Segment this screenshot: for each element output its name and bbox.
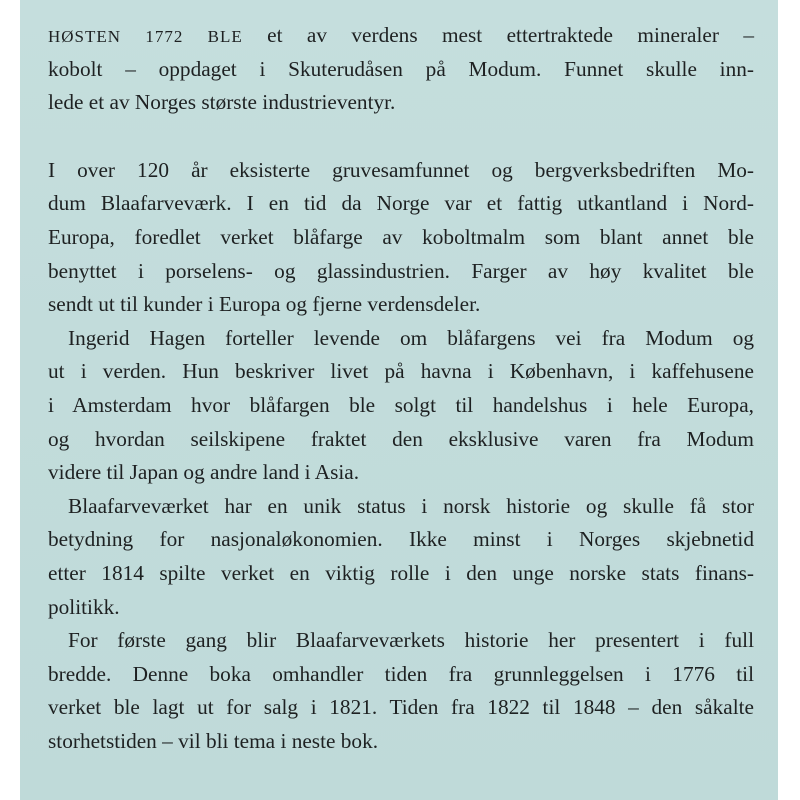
line-text: dum Blaafarveværk. I en tid da Norge var et fattig utkantland i Nord- (48, 191, 754, 216)
line-text: storhetstiden – vil bli tema i neste bok. (48, 728, 379, 753)
text-line (48, 389, 754, 423)
paragraph (48, 490, 754, 624)
line-text: Blaafarveværket har en unik status i norsk historie og skulle få stor (68, 493, 754, 518)
line-text: politikk. (48, 594, 120, 619)
paragraph (48, 19, 754, 120)
text-line (48, 456, 754, 490)
text-line (48, 624, 754, 658)
paragraph (48, 154, 754, 322)
line-text: betydning for nasjonaløkonomien. Ikke minst i Norges skjebnetid (48, 527, 754, 552)
text-line (48, 591, 754, 625)
line-text: etter 1814 spilte verket en viktig rolle i den unge norske stats finans- (48, 560, 754, 585)
text-line (48, 523, 754, 557)
line-text: i Amsterdam hvor blåfargen ble solgt til handelshus i hele Europa, (48, 392, 754, 417)
text-line (48, 187, 754, 221)
text-line (48, 322, 754, 356)
line-text: og hvordan seilskipene fraktet den eksklusive varen fra Modum (48, 426, 754, 451)
line-text: verket ble lagt ut for salg i 1821. Tiden fra 1822 til 1848 – den såkalte (48, 695, 754, 720)
text-line (48, 423, 754, 457)
text-line (48, 221, 754, 255)
line-text: sendt ut til kunder i Europa og fjerne verdensdeler. (48, 292, 481, 317)
text-line (48, 658, 754, 692)
text-line (48, 355, 754, 389)
text-line (48, 288, 754, 322)
line-text: benyttet i porselens- og glassindustrien. Farger av høy kvalitet ble (48, 258, 754, 283)
line-text: Europa, foredlet verket blåfarge av koboltmalm som blant annet ble (48, 224, 754, 249)
line-text: I over 120 år eksisterte gruvesamfunnet og bergverksbedriften Mo- (48, 157, 754, 182)
text-line (48, 725, 754, 759)
text-line (48, 86, 754, 120)
blurb-text (48, 19, 754, 758)
line-text: For første gang blir Blaafarveværkets historie her presentert i full (68, 628, 754, 653)
line-text: et av verdens mest ettertraktede mineraler – (242, 23, 755, 47)
lead-in-smallcaps: HØSTEN 1772 BLE (48, 27, 243, 46)
text-line (48, 255, 754, 289)
line-text: ut i verden. Hun beskriver livet på havna i København, i kaffehusene (48, 359, 754, 384)
line-text: videre til Japan og andre land i Asia. (48, 460, 360, 485)
text-line (48, 154, 754, 188)
line-text: kobolt – oppdaget i Skuterudåsen på Modum. Funnet skulle inn- (48, 56, 754, 81)
line-text: bredde. Denne boka omhandler tiden fra grunnleggelsen i 1776 til (48, 661, 754, 686)
text-line (48, 490, 754, 524)
text-line (48, 557, 754, 591)
text-line (48, 53, 754, 87)
line-text: lede et av Norges største industrieventyr. (48, 90, 396, 115)
text-line (48, 691, 754, 725)
paragraph (48, 624, 754, 758)
line-text: Ingerid Hagen forteller levende om blåfargens vei fra Modum og (68, 325, 754, 350)
book-back-cover (20, 0, 778, 800)
paragraph-gap (48, 120, 754, 154)
paragraph (48, 322, 754, 490)
text-line (48, 19, 754, 53)
